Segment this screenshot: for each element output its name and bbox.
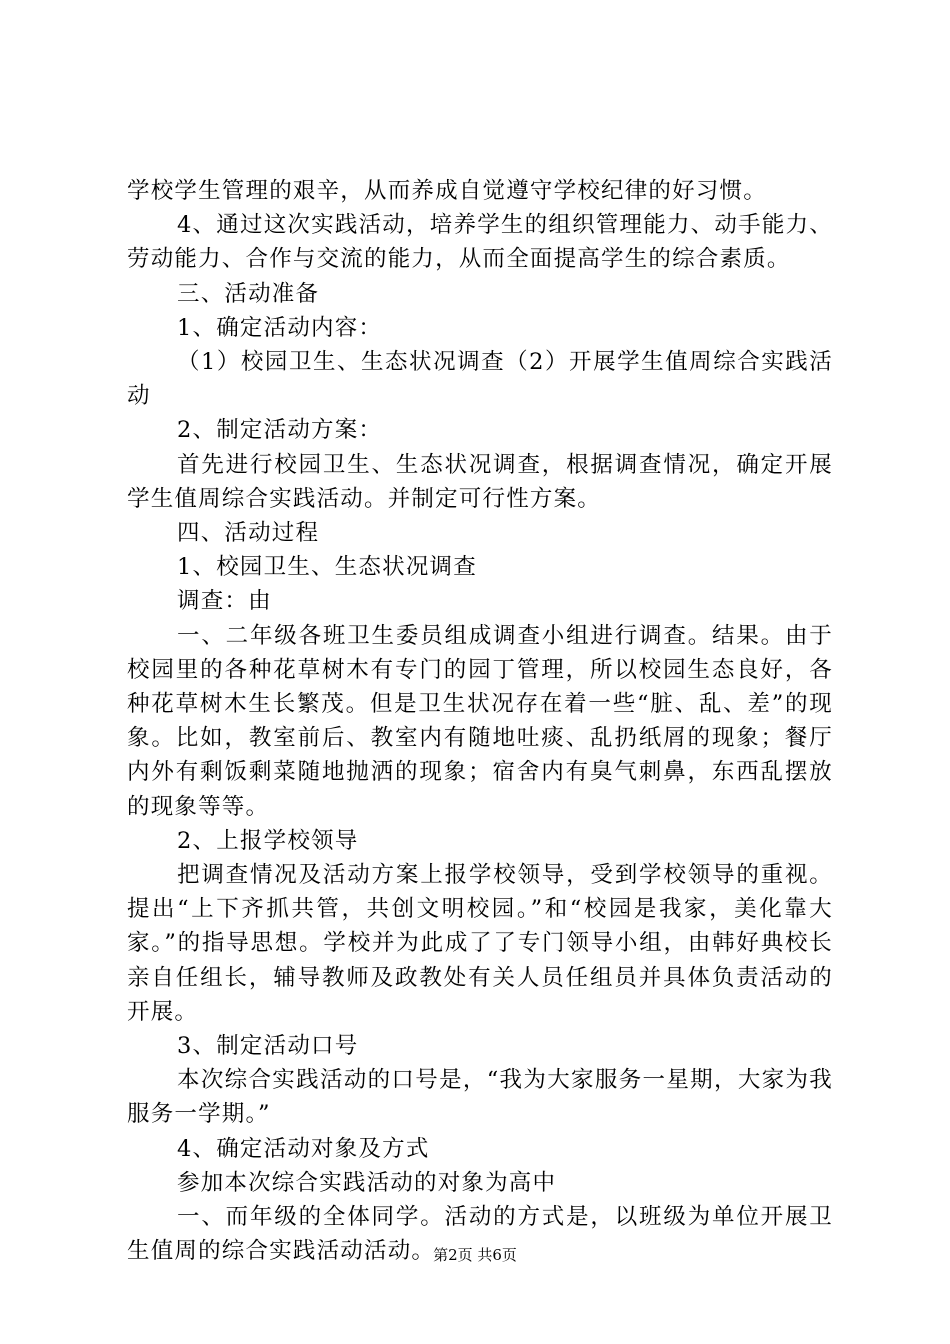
paragraph: 首先进行校园卫生、生态状况调查，根据调查情况，确定开展学生值周综合实践活动。并制定可行性方案。: [127, 451, 833, 512]
paragraph: 把调查情况及活动方案上报学校领导，受到学校领导的重视。提出“上下齐抓共管，共创文明校园。”和“校园是我家，美化靠大家。”的指导思想。学校并为此成了了专门领导小组，由韩好典校长亲自任组长，辅导教师及政教处有关人员任组员并具体负责活动的开展。: [127, 862, 833, 1025]
paragraph: 三、活动准备: [177, 280, 320, 307]
paragraph: 学校学生管理的艰辛，从而养成自觉遵守学校纪律的好习惯。: [127, 178, 767, 204]
paragraph: 4、通过这次实践活动，培养学生的组织管理能力、动手能力、劳动能力、合作与交流的能力，从而全面提高学生的综合素质。: [127, 212, 833, 273]
paragraph: 2、上报学校领导: [177, 827, 359, 854]
page-number-label: 第2页 共6页: [433, 1246, 517, 1264]
page-footer: [0, 1245, 950, 1265]
paragraph: 一、而年级的全体同学。活动的方式是，以班级为单位开展卫生值周的综合实践活动活动。: [127, 1204, 833, 1265]
paragraph: 一、二年级各班卫生委员组成调查小组进行调查。结果。由于校园里的各种花草树木有专门的园丁管理，所以校园生态良好，各种花草树木生长繁茂。但是卫生状况存在着一些“脏、乱、差”的现象。比如，教室前后、教室内有随地吐痰、乱扔纸屑的现象；餐厅内外有剩饭剩菜随地抛洒的现象；宿舍内有臭气刺鼻，东西乱摆放的现象等等。: [127, 622, 833, 820]
paragraph: 1、确定活动内容：: [177, 314, 383, 341]
paragraph: 2、制定活动方案：: [177, 417, 383, 444]
paragraph: 参加本次综合实践活动的对象为高中: [177, 1169, 557, 1196]
paragraph: 4、确定活动对象及方式: [177, 1135, 430, 1162]
paragraph: 调查：由: [177, 588, 272, 615]
paragraph: 1、校园卫生、生态状况调查: [177, 554, 477, 581]
paragraph: 四、活动过程: [177, 520, 320, 547]
document-body: [127, 174, 833, 1269]
paragraph: 3、制定活动口号: [177, 1033, 359, 1060]
paragraph: 本次综合实践活动的口号是，“我为大家服务一星期，大家为我服务一学期。”: [127, 1067, 833, 1128]
paragraph: （1）校园卫生、生态状况调查（2）开展学生值周综合实践活动: [127, 349, 833, 410]
